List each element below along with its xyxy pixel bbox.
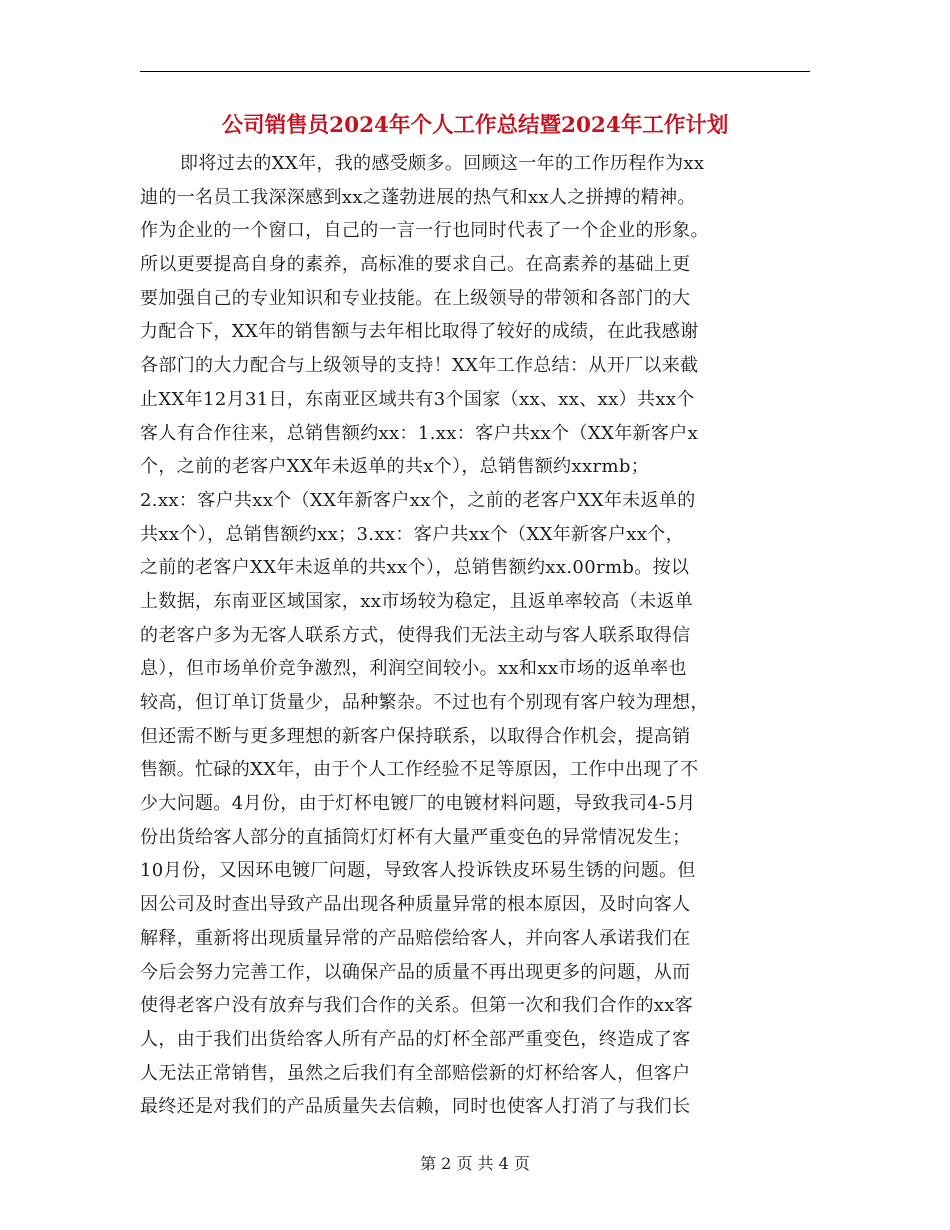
page-footer: 第 2 页 共 4 页: [420, 1154, 530, 1173]
body-line: 迪的一名员工我深深感到xx之蓬勃进展的热气和xx人之拼搏的精神。: [140, 186, 696, 208]
body-line: 各部门的大力配合与上级领导的支持！XX年工作总结：从开厂以来截: [140, 355, 699, 377]
body-line: 解释，重新将出现质量异常的产品赔偿给客人，并向客人承诺我们在: [140, 927, 691, 949]
body-line: 个，之前的老客户XX年未返单的共x个），总销售额约xxrmb；: [140, 456, 650, 478]
body-line: 作为企业的一个窗口，自己的一言一行也同时代表了一个企业的形象。: [140, 220, 709, 242]
body-line: 份出货给客人部分的直插筒灯灯杯有大量严重变色的异常情况发生；: [140, 826, 691, 848]
body-line: 售额。忙碌的XX年，由于个人工作经验不足等原因，工作中出现了不: [140, 759, 699, 781]
header-rule: [140, 71, 810, 72]
document-title: 公司销售员2024年个人工作总结暨2024年工作计划: [221, 113, 729, 138]
body-line: 10月份，又因环电镀厂问题，导致客人投诉铁皮环易生锈的问题。但: [140, 860, 696, 882]
body-line: 人无法正常销售，虽然之后我们有全部赔偿新的灯杯给客人，但客户: [140, 1062, 691, 1084]
body-line: 上数据，东南亚区域国家，xx市场较为稳定，且返单率较高（未返单: [140, 590, 694, 612]
body-line: 要加强自己的专业知识和专业技能。在上级领导的带领和各部门的大: [140, 287, 691, 309]
body-line: 今后会努力完善工作，以确保产品的质量不再出现更多的问题，从而: [140, 961, 691, 983]
body-line: 较高，但订单订货量少，品种繁杂。不过也有个别现有客户较为理想，: [140, 692, 709, 713]
body-line: 2.xx：客户共xx个（XX年新客户xx个，之前的老客户XX年未返单的: [140, 489, 696, 511]
body-line: 之前的老客户XX年未返单的共xx个），总销售额约xx.00rmb。按以: [140, 557, 690, 579]
body-line: 的老客户多为无客人联系方式，使得我们无法主动与客人联系取得信: [140, 624, 691, 646]
body-line: 少大问题。4月份，由于灯杯电镀厂的电镀材料问题，导致我司4-5月: [140, 793, 696, 815]
body-line: 所以更要提高自身的素养，高标准的要求自己。在高素养的基础上更: [140, 254, 691, 276]
body-line: 最终还是对我们的产品质量失去信赖，同时也使客人打消了与我们长: [140, 1096, 691, 1118]
body-line: 止XX年12月31日，东南亚区域共有3个国家（xx、xx、xx）共xx个: [140, 388, 695, 410]
body-text: [140, 147, 810, 1124]
body-line: 因公司及时查出导致产品出现各种质量异常的根本原因，及时向客人: [140, 894, 691, 916]
body-line: 息），但市场单价竞争激烈，利润空间较小。xx和xx市场的返单率也: [140, 658, 687, 680]
body-line: 共xx个），总销售额约xx；3.xx：客户共xx个（XX年新客户xx个，: [140, 523, 684, 545]
body-line: 力配合下，XX年的销售额与去年相比取得了较好的成绩，在此我感谢: [140, 321, 699, 343]
body-line: 即将过去的XX年，我的感受颇多。回顾这一年的工作历程作为xx: [180, 153, 705, 174]
body-line: 使得老客户没有放弃与我们合作的关系。但第一次和我们合作的xx客: [140, 995, 694, 1017]
body-line: 客人有合作往来，总销售额约xx：1.xx：客户共xx个（XX年新客户x: [140, 422, 699, 444]
body-line: 但还需不断与更多理想的新客户保持联系，以取得合作机会，提高销: [140, 725, 691, 747]
body-line: 人，由于我们出货给客人所有产品的灯杯全部严重变色，终造成了客: [140, 1028, 691, 1050]
